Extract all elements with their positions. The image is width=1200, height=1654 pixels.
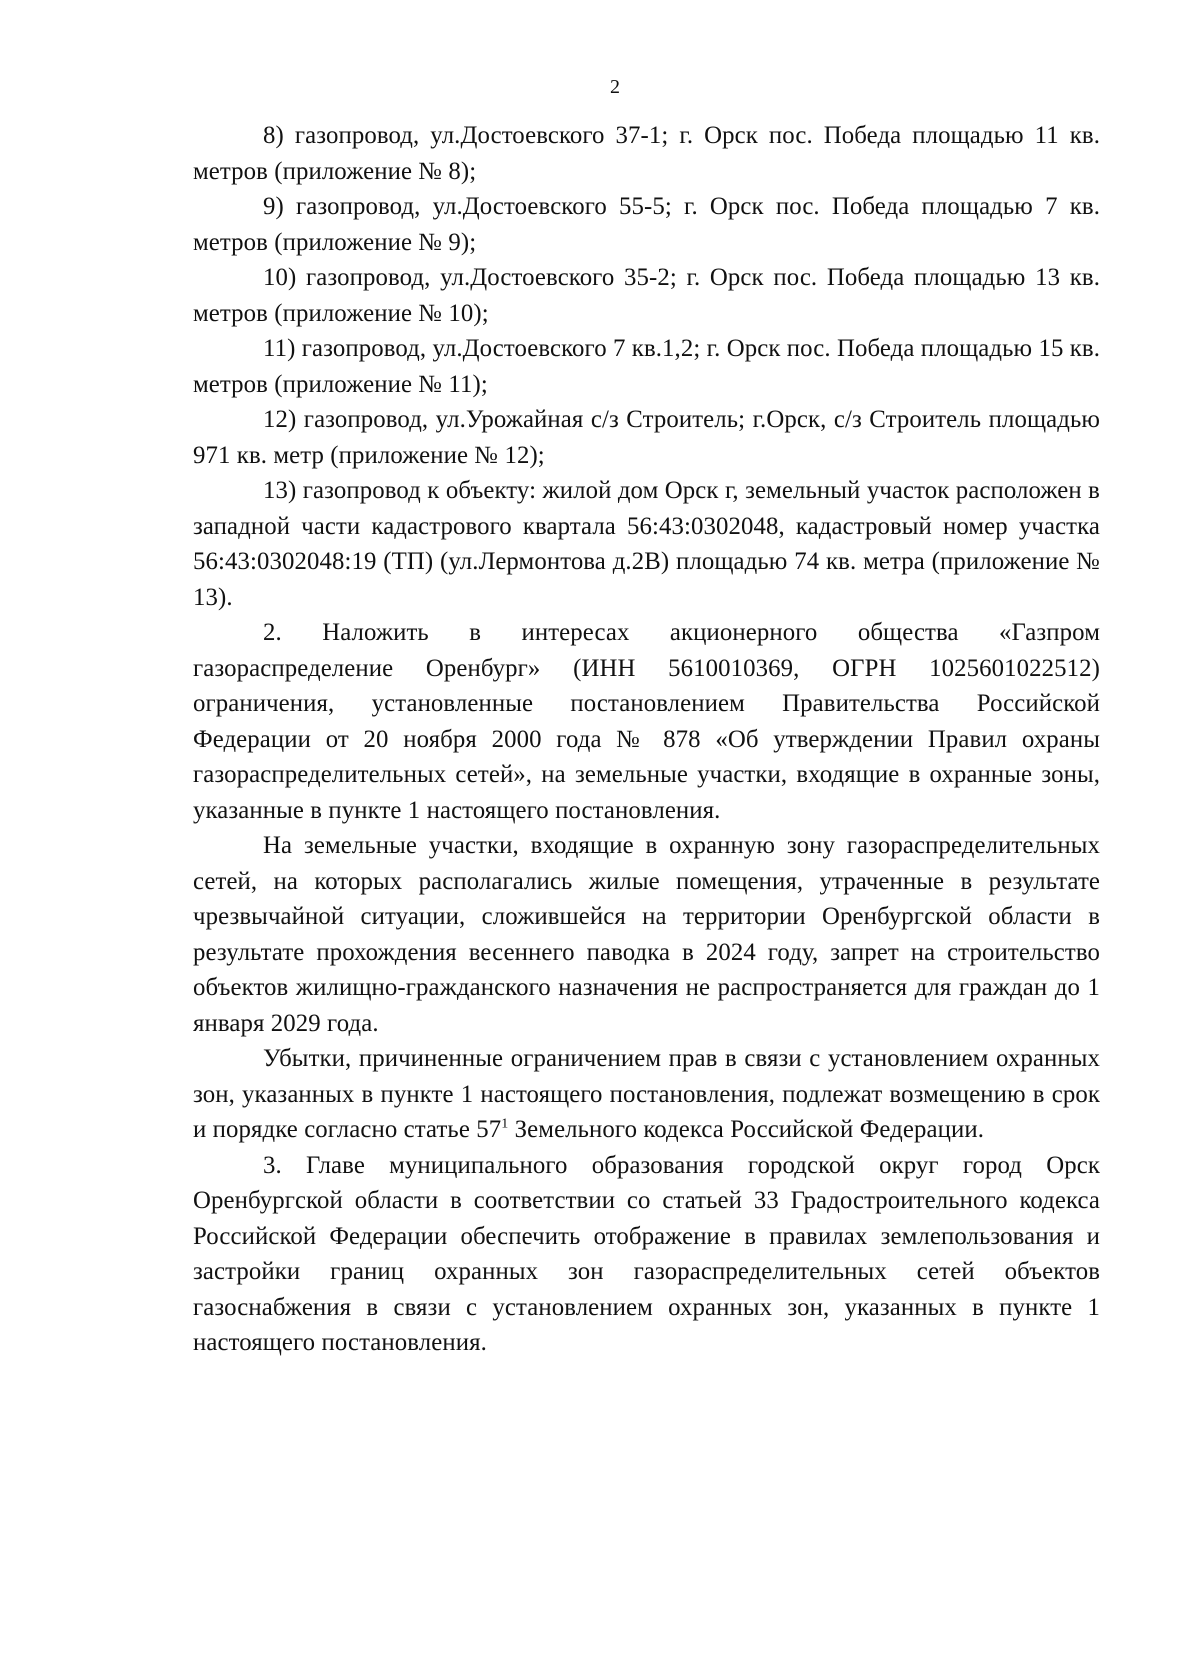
damages-paragraph	[193, 1041, 1100, 1148]
clause-3-paragraph: 3. Главе муниципального образования городской округ город Орск Оренбургской области в соответствии со статьей 33 Градостроительного кодекса Российской Федерации обеспечить отображение в правилах землепользования и застройки границ охранных зон газораспределительных сетей объектов газоснабжения в связи с установлением охранных зон, указанных в пункте 1 настоящего постановления.	[193, 1151, 1100, 1356]
item-11-paragraph: 11) газопровод, ул.Достоевского 7 кв.1,2; г. Орск пос. Победа площадью 15 кв. метров (приложение № 11);	[193, 335, 1101, 398]
page-number: 2	[610, 76, 620, 98]
item-10-paragraph: 10) газопровод, ул.Достоевского 35-2; г. Орск пос. Победа площадью 13 кв. метров (приложение № 10);	[193, 264, 1100, 327]
damages-text-start: Убытки, причиненные ограничением прав в связи с установлением охранных зон, указанных в пункте 1 настоящего постановления, подлежат возмещению в срок и порядке согласно статье 57	[193, 1045, 1100, 1143]
item-8-paragraph: 8) газопровод, ул.Достоевского 37-1; г. Орск пос. Победа площадью 11 кв. метров (приложение № 8);	[193, 122, 1100, 185]
flood-exemption-paragraph: На земельные участки, входящие в охранную зону газораспределительных сетей, на которых располагались жилые помещения, утраченные в результате чрезвычайной ситуации, сложившейся на территории Оренбургской области в результате прохождения весеннего паводка в 2024 году, запрет на строительство объектов жилищно-гражданского назначения не распространяется для граждан до 1 января 2029 года.	[193, 832, 1100, 1037]
item-13-paragraph: 13) газопровод к объекту: жилой дом Орск г, земельный участок расположен в западной части кадастрового квартала 56:43:0302048, кадастровый номер участка 56:43:0302048:19 (ТП) (ул.Лермонтова д.2В) площадью 74 кв. метра (приложение № 13).	[193, 477, 1100, 611]
document-body	[193, 118, 1100, 1361]
item-12-paragraph: 12) газопровод, ул.Урожайная с/з Строитель; г.Орск, с/з Строитель площадью 971 кв. метр (приложение № 12);	[193, 406, 1100, 469]
damages-text-end: Земельного кодекса Российской Федерации.	[508, 1116, 985, 1143]
article-superscript: 1	[501, 1116, 509, 1132]
item-9-paragraph: 9) газопровод, ул.Достоевского 55-5; г. Орск пос. Победа площадью 7 кв. метров (приложение № 9);	[193, 193, 1100, 256]
clause-2-paragraph: 2. Наложить в интересах акционерного общества «Газпром газораспределение Оренбург» (ИНН 5610010369, ОГРН 1025601022512) ограничения, установленные постановлением Правительства Российской Федерации от 20 ноября 2000 года № 878 «Об утверждении Правил охраны газораспределительных сетей», на земельные участки, входящие в охранные зоны, указанные в пункте 1 настоящего постановления.	[193, 619, 1100, 824]
